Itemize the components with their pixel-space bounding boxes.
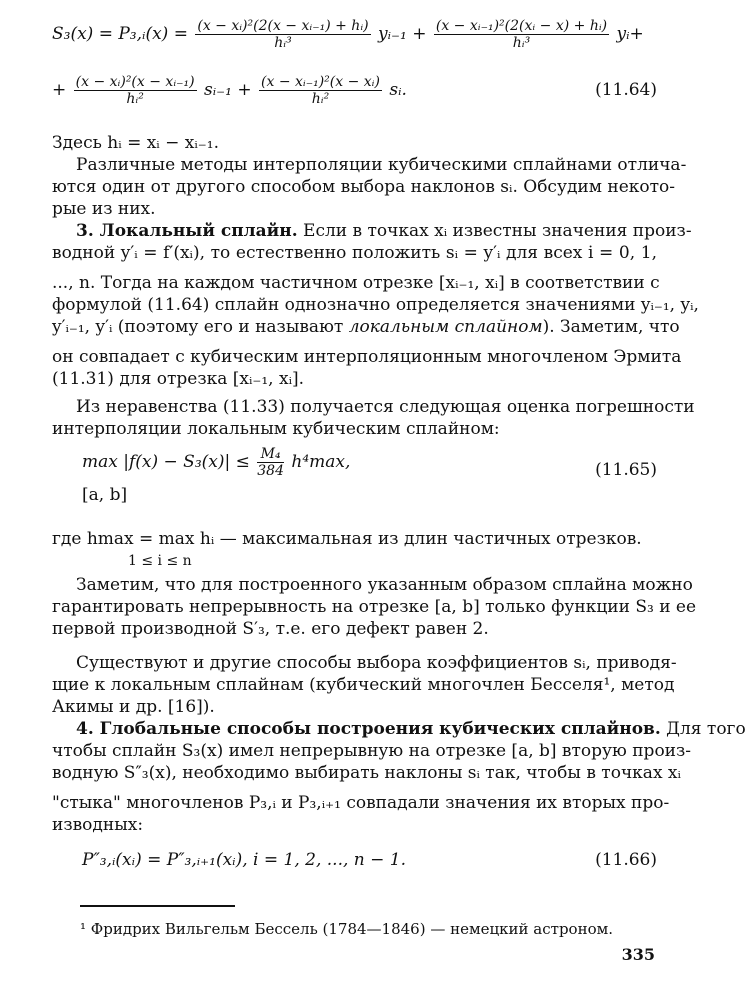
text-span: Для того: [666, 719, 746, 739]
formula-fraction: $\frac{\text{(x − xᵢ)²(x − xᵢ₋₁)}}{\text{hᵢ²}}$: [75, 74, 195, 107]
formula-term: +: [52, 80, 67, 100]
equation-number: (11.65): [595, 460, 657, 480]
text-line: где hmax = max hᵢ — максимальная из длин частичных отрезков.: [52, 529, 642, 549]
section-heading-local-spline: 3. Локальный сплайн.: [76, 221, 298, 241]
formula-term: yᵢ₋₁ +: [378, 24, 427, 44]
text-line: чтобы сплайн S₃(x) имел непрерывную на отрезке [a, b] вторую произ-: [52, 741, 692, 761]
text-line: первой производной S′₃, т.е. его дефект равен 2.: [52, 619, 489, 639]
text-line: Заметим, что для построенного указанным образом сплайна можно: [76, 575, 693, 595]
text-line: гарантировать непрерывность на отрезке [a, b] только функции S₃ и ее: [52, 597, 697, 617]
formula-term: max |f(x) − S₃(x)| ≤: [82, 452, 250, 472]
text-line: водной y′ᵢ = f′(xᵢ), то естественно положить sᵢ = y′ᵢ для всех i = 0, 1,: [52, 243, 657, 263]
equation-number: (11.66): [595, 850, 657, 870]
footnote-separator: [80, 905, 235, 907]
formula-subscript: [a, b]: [82, 485, 128, 505]
text-span: y′ᵢ₋₁, y′ᵢ (поэтому его и называют: [52, 317, 344, 337]
text-line: щие к локальным сплайнам (кубический многочлен Бесселя¹, метод: [52, 675, 675, 695]
text-line: Существуют и другие способы выбора коэффициентов sᵢ, приводя-: [76, 653, 677, 673]
text-line: ются один от другого способом выбора наклонов sᵢ. Обсудим некото-: [52, 177, 676, 197]
text-line: "стыка" многочленов P₃,ᵢ и P₃,ᵢ₊₁ совпадали значения их вторых про-: [52, 793, 670, 813]
text-line: [52, 220, 692, 242]
formula-term: P″₃,ᵢ(xᵢ) = P″₃,ᵢ₊₁(xᵢ), i = 1, 2, ..., n − 1.: [82, 850, 407, 870]
text-line: ..., n. Тогда на каждом частичном отрезке [xᵢ₋₁, xᵢ] в соответствии с: [52, 273, 660, 293]
text-line: Из неравенства (11.33) получается следующая оценка погрешности: [76, 397, 695, 417]
text-line: Акимы и др. [16]).: [52, 697, 215, 717]
formula-fraction: $\frac{\text{M₄}}{384}$: [257, 446, 284, 479]
formula-term: yᵢ+: [616, 24, 644, 44]
text-line: рые из них.: [52, 199, 156, 219]
footnote: ¹ Фридрих Вильгельм Бессель (1784—1846) — немецкий астроном.: [80, 920, 614, 938]
formula-term: h⁴max,: [291, 452, 351, 472]
formula-fraction: $\frac{\text{(x − xᵢ₋₁)²(2(xᵢ − x) + hᵢ)}}{\text{hᵢ³}}$: [435, 18, 608, 51]
text-line: водную S″₃(x), необходимо выбирать наклоны sᵢ так, чтобы в точках xᵢ: [52, 763, 681, 783]
term-local-spline: локальным сплайном: [348, 317, 543, 337]
formula-lhs: S₃(x) = P₃,ᵢ(x) =: [52, 24, 188, 44]
formula-fraction: $\frac{\text{(x − xᵢ₋₁)²(x − xᵢ)}}{\text{hᵢ²}}$: [261, 74, 380, 107]
text-line: Здесь hᵢ = xᵢ − xᵢ₋₁.: [52, 133, 219, 153]
formula-term: sᵢ₋₁ +: [204, 80, 252, 100]
formula-11-64-line1: [52, 18, 657, 82]
formula-11-64-line2: [52, 74, 657, 138]
formula-fraction: $\frac{\text{(x − xᵢ)²(2(x − xᵢ₋₁) + hᵢ)}}{\text{hᵢ³}}$: [197, 18, 369, 51]
text-line: формулой (11.64) сплайн однозначно определяется значениями yᵢ₋₁, yᵢ,: [52, 295, 699, 315]
text-span: Если в точках xᵢ известны значения произ-: [303, 221, 692, 241]
text-span: ). Заметим, что: [542, 317, 680, 337]
section-heading-global-methods: 4. Глобальные способы построения кубических сплайнов.: [76, 719, 661, 739]
page-number: 335: [621, 945, 655, 964]
text-line: он совпадает с кубическим интерполяционным многочленом Эрмита: [52, 347, 682, 367]
text-line: изводных:: [52, 815, 144, 835]
formula-11-66: [82, 850, 657, 880]
text-line: Различные методы интерполяции кубическими сплайнами отлича-: [76, 155, 687, 175]
text-line: (11.31) для отрезка [xᵢ₋₁, xᵢ].: [52, 369, 305, 389]
text-line: [52, 316, 680, 338]
equation-number: (11.64): [595, 80, 657, 100]
text-line: [52, 718, 746, 740]
formula-subscript: 1 ≤ i ≤ n: [128, 553, 192, 569]
formula-term: sᵢ.: [389, 80, 407, 100]
text-line: интерполяции локальным кубическим сплайном:: [52, 419, 500, 439]
